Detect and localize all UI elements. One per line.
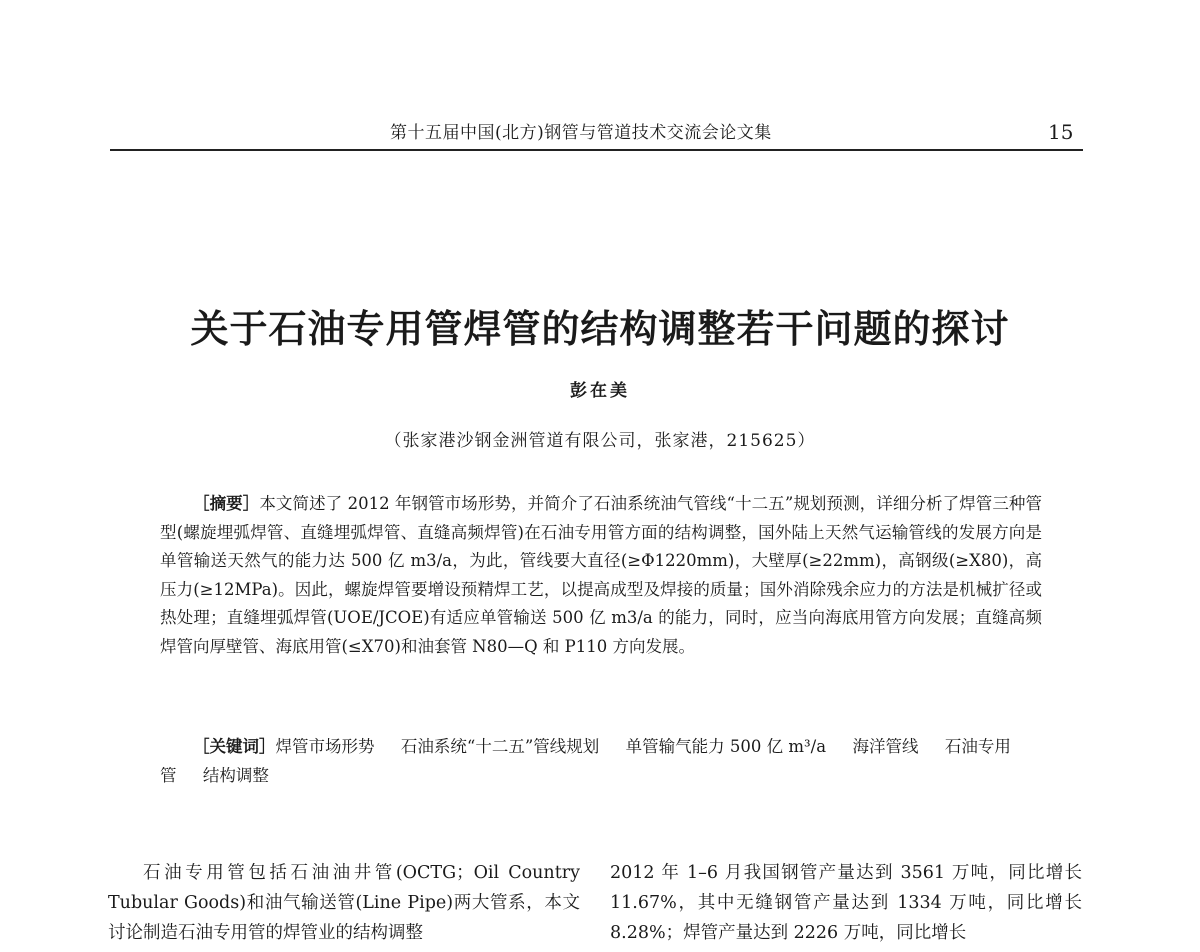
keyword-item: 石油系统“十二五”管线规划 — [400, 737, 600, 756]
abstract-text: 本文简述了 2012 年钢管市场形势，并简介了石油系统油气管线“十二五”规划预测，详细分析了焊管三种管型(螺旋埋弧焊管、直缝埋弧焊管、直缝高频焊管)在石油专用管方面的结构调整，国外陆上天然气运输管线的发展方向是单管输送天然气的能力达 500 亿 m3/a，为此，管线要大直径(≥Φ1220mm)，大壁厚(≥22mm)，高钢级(≥X80)，高压力(≥12MPa)。因此，螺旋焊管要增设预精焊工艺，以提高成型及焊接的质量；国外消除残余应力的方法是机械扩径或热处理；直缝埋弧焊管(UOE/JCOE)有适应单管输送 500 亿 m3/a 的能力，同时，应当向海底用管方向发展；直缝高频焊管向厚壁管、海底用管(≤X70)和油套管 N80—Q 和 P110 方向发展。 — [160, 494, 1043, 656]
body-right-column: 2012 年 1–6 月我国钢管产量达到 3561 万吨，同比增长 11.67%，其中无缝钢管产量达到 1334 万吨，同比增长 8.28%；焊管产量达到 2226 万吨，同比增长 — [610, 863, 1082, 943]
author: 彭在美 — [570, 381, 630, 401]
affiliation: （张家港沙钢金洲管道有限公司，张家港，215625） — [384, 431, 816, 451]
body-left-column: 石油专用管包括石油油井管(OCTG；Oil Country Tubular Goods)和油气输送管(Line Pipe)两大管系，本文讨论制造石油专用管的焊管业的结构调整 — [108, 863, 580, 943]
keyword-item: 单管输气能力 500 亿 m³/a — [625, 737, 827, 756]
keyword-item: 结构调整 — [202, 765, 269, 785]
abstract — [160, 490, 1042, 662]
running-header-title: 第十五届中国(北方)钢管与管道技术交流会论文集 — [390, 123, 772, 143]
keywords — [160, 733, 1042, 790]
paper-title: 关于石油专用管焊管的结构调整若干问题的探讨 — [190, 307, 1010, 351]
keywords-label: ［关键词］ — [193, 737, 276, 756]
keyword-item: 焊管市场形势 — [275, 737, 375, 756]
keyword-item: 石油专用管 — [160, 737, 1011, 785]
keyword-item: 海洋管线 — [852, 737, 919, 756]
page-number: 15 — [1048, 120, 1074, 144]
header-rule — [110, 149, 1083, 151]
abstract-label: ［摘要］ — [193, 494, 260, 513]
